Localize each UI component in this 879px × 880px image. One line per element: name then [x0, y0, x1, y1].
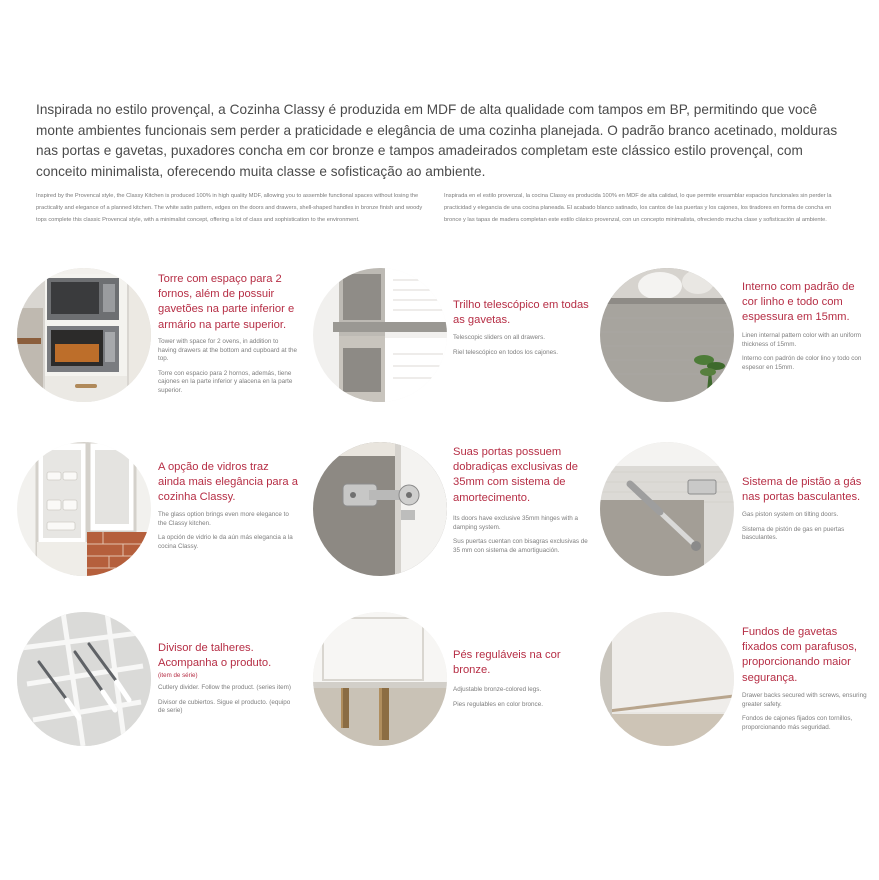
desc-spanish: Torre con espacio para 2 hornos, además, tiene cajones en la parte inferior y alacena en la parte superior.	[158, 369, 293, 394]
telescopic-slide-photo	[313, 268, 447, 402]
desc-english: Adjustable bronze-colored legs.	[453, 686, 542, 693]
desc-english: The glass option brings even more elegance to the Classy kitchen.	[158, 511, 289, 527]
feature-title-telescopic-slides: Trilho telescópico em todas as gavetas.	[453, 299, 589, 327]
feature-title-drawer-backs: Fundos de gavetas fixados com parafusos, proporcionando maior segurança.	[742, 626, 858, 684]
gas-piston-photo	[600, 442, 734, 576]
feature-desc-cutlery-divider	[158, 684, 298, 722]
series-item-note: (item de série)	[158, 672, 198, 680]
desc-english: Tower with space for 2 ovens, in addition to having drawers at the bottom and cupboard at the top.	[158, 338, 297, 363]
desc-english: Drawer backs secured with screws, ensuring greater safety.	[742, 692, 867, 708]
desc-english: Its doors have exclusive 35mm hinges with a damping system.	[453, 515, 578, 531]
desc-english: Cutlery divider. Follow the product. (series item)	[158, 684, 291, 691]
desc-spanish: Riel telescópico en todos los cajones.	[453, 348, 559, 356]
feature-desc-linen-interior	[742, 332, 870, 378]
feature-desc-glass-option	[158, 511, 298, 557]
desc-spanish: Divisor de cubiertos. Sigue el producto. (equipo de serie)	[158, 698, 291, 715]
feature-desc-adjustable-feet	[453, 686, 593, 715]
desc-english: Gas piston system on tilting doors.	[742, 511, 839, 518]
feature-desc-telescopic-slides	[453, 334, 593, 363]
hinge-photo	[313, 442, 447, 576]
intro-english: Inspired by the Provencal style, the Classy Kitchen is produced 100% in high quality MDF, allowing you to assemble functional spaces without losing the practicality and elegance of a planned kitchen. The white satin pattern, edges on the doors and drawers, shell-shaped handles in bronze finish and woody tops complete this classic Provencal style, with a minimalist concept, offering a lot of class and sophistication to the environment.	[36, 193, 423, 223]
cutlery-divider-photo	[17, 612, 151, 746]
desc-spanish: Fondos de cajones fijados con tornillos, proporcionando más seguridad.	[742, 715, 853, 731]
feature-title-cutlery-divider: Divisor de talheres. Acompanha o produto.	[158, 642, 272, 670]
feature-title-adjustable-feet: Pés reguláveis na cor bronze.	[453, 649, 561, 677]
drawer-back-photo	[600, 612, 734, 746]
desc-spanish: Pies regulables en color bronce.	[453, 700, 543, 708]
desc-spanish: Sus puertas cuentan con bisagras exclusivas de 35 mm con sistema de amortiguación.	[453, 538, 588, 554]
feature-title-linen-interior: Interno com padrão de cor linho e todo com espessura em 15mm.	[742, 281, 855, 324]
feature-title-gas-piston: Sistema de pistão a gás nas portas basculantes.	[742, 476, 862, 504]
desc-english: Telescopic sliders on all drawers.	[453, 334, 546, 341]
linen-interior-photo	[600, 268, 734, 402]
adjustable-feet-photo	[313, 612, 447, 746]
desc-english: Linen internal pattern color with an uniform thickness of 15mm.	[742, 332, 862, 348]
desc-spanish: La opción de vidrio le da aún más elegancia a la cocina Classy.	[158, 534, 293, 550]
feature-title-hinges: Suas portas possuem dobradiças exclusivas de 35mm com sistema de amortecimento.	[453, 446, 578, 504]
intro-portuguese: Inspirada no estilo provençal, a Cozinha Classy é produzida em MDF de alta qualidade com tampos em BP, permitindo que você monte ambientes funcionais sem perder a praticidade e elegância de uma cozinha planejada. O padrão branco acetinado, molduras nas portas e gavetas, puxadores concha em cor bronze e tampos amadeirados completam este clássico estilo provençal, com conceito minimalista, oferecendo muita classe e sofisticação ao ambiente.	[36, 102, 838, 179]
feature-title-glass-option: A opção de vidros traz ainda mais elegância para a cozinha Classy.	[158, 461, 298, 504]
feature-cutlery-divider	[158, 641, 298, 680]
glass-doors-photo	[17, 442, 151, 576]
feature-desc-hinges	[453, 515, 593, 561]
feature-title-oven-tower: Torre com espaço para 2 fornos, além de possuir gavetões na parte inferior e armário na parte superior.	[158, 273, 295, 331]
intro-spanish: Inspirada en el estilo provenzal, la cocina Classy es producida 100% en MDF de alta calidad, lo que permite ensamblar espacios funcionales sin perder la practicidad y elegancia de una cocina planeada. El acabado blanco satinado, los cantos de las puertas y los cajones, los tiradores en forma de concha en bronce y las tapas de madera completan este estilo clásico provenzal, con un concepto minimalista, ofreciendo mucha clase y sofisticación al ambiente.	[444, 193, 832, 223]
feature-desc-gas-piston	[742, 511, 870, 549]
desc-spanish: Sistema de pistón de gas en puertas basculantes.	[742, 525, 845, 542]
feature-desc-oven-tower	[158, 338, 298, 402]
oven-tower-photo	[17, 268, 151, 402]
desc-spanish: Interno con padrón de color lino y todo con espesor en 15mm.	[742, 355, 862, 371]
feature-desc-drawer-backs	[742, 692, 870, 738]
